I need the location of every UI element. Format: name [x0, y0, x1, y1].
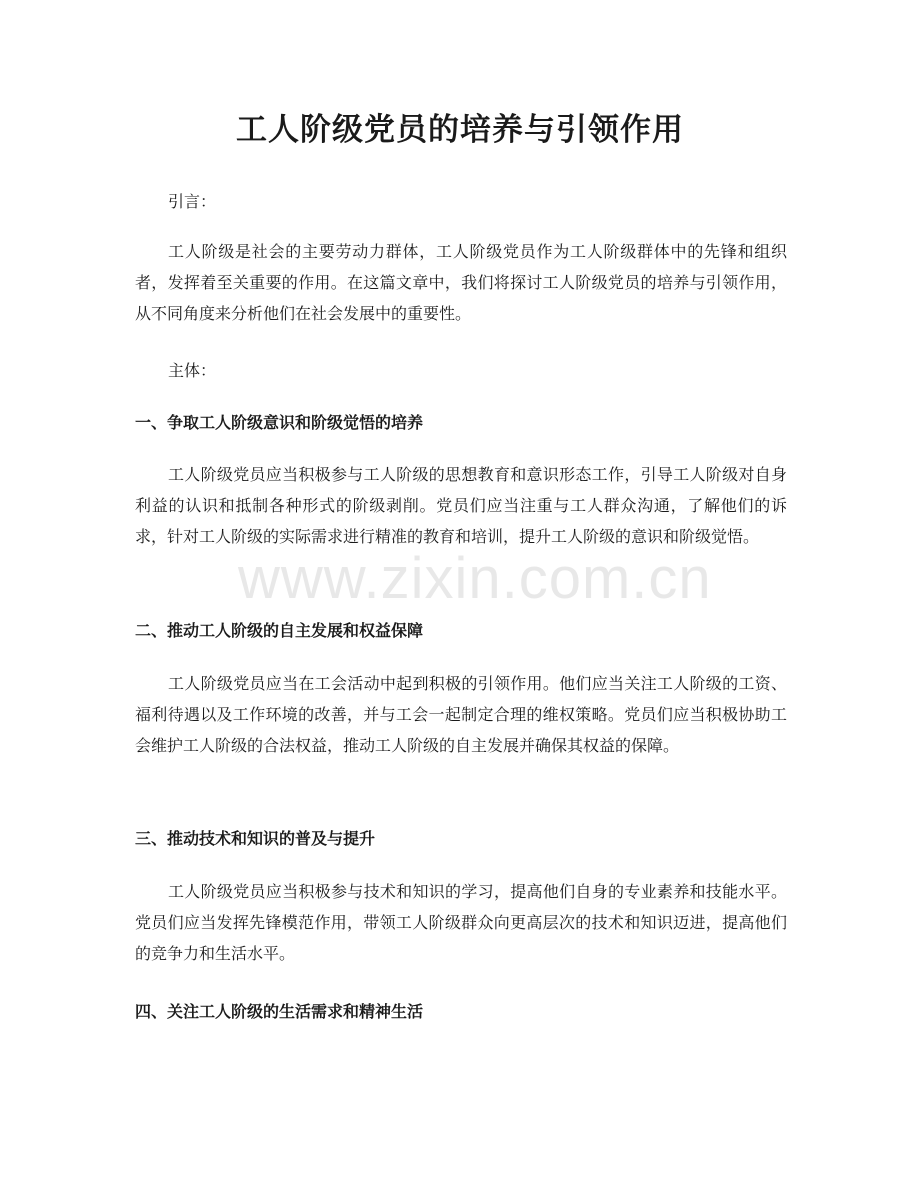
page-title: 工人阶级党员的培养与引领作用 [236, 112, 684, 148]
intro-paragraph: 工人阶级是社会的主要劳动力群体，工人阶级党员作为工人阶级群体中的先锋和组织者，发挥着至关重要的作用。在这篇文章中，我们将探讨工人阶级党员的培养与引领作用，从不同角度来分析他们在社会发展中的重要性。 [135, 242, 787, 323]
section-1-paragraph: 工人阶级党员应当积极参与工人阶级的思想教育和意识形态工作，引导工人阶级对自身利益的认识和抵制各种形式的阶级剥削。党员们应当注重与工人群众沟通，了解他们的诉求，针对工人阶级的实际需求进行精准的教育和培训，提升工人阶级的意识和阶级觉悟。 [135, 465, 787, 546]
section-3-heading: 三、推动技术和知识的普及与提升 [135, 829, 376, 848]
section-1-heading: 一、争取工人阶级意识和阶级觉悟的培养 [135, 413, 424, 432]
section-2-heading: 二、推动工人阶级的自主发展和权益保障 [135, 621, 424, 640]
watermark-text: www.zixin.com.cn [238, 546, 712, 611]
section-4-heading: 四、关注工人阶级的生活需求和精神生活 [135, 1002, 424, 1021]
section-2-paragraph: 工人阶级党员应当在工会活动中起到积极的引领作用。他们应当关注工人阶级的工资、福利待遇以及工作环境的改善，并与工会一起制定合理的维权策略。党员们应当积极协助工会维护工人阶级的合法权益，推动工人阶级的自主发展并确保其权益的保障。 [135, 674, 787, 755]
body-label: 主体： [168, 361, 217, 380]
intro-label: 引言： [168, 192, 217, 211]
section-3-paragraph: 工人阶级党员应当积极参与技术和知识的学习，提高他们自身的专业素养和技能水平。党员们应当发挥先锋模范作用，带领工人阶级群众向更高层次的技术和知识迈进，提高他们的竞争力和生活水平。 [135, 882, 787, 963]
